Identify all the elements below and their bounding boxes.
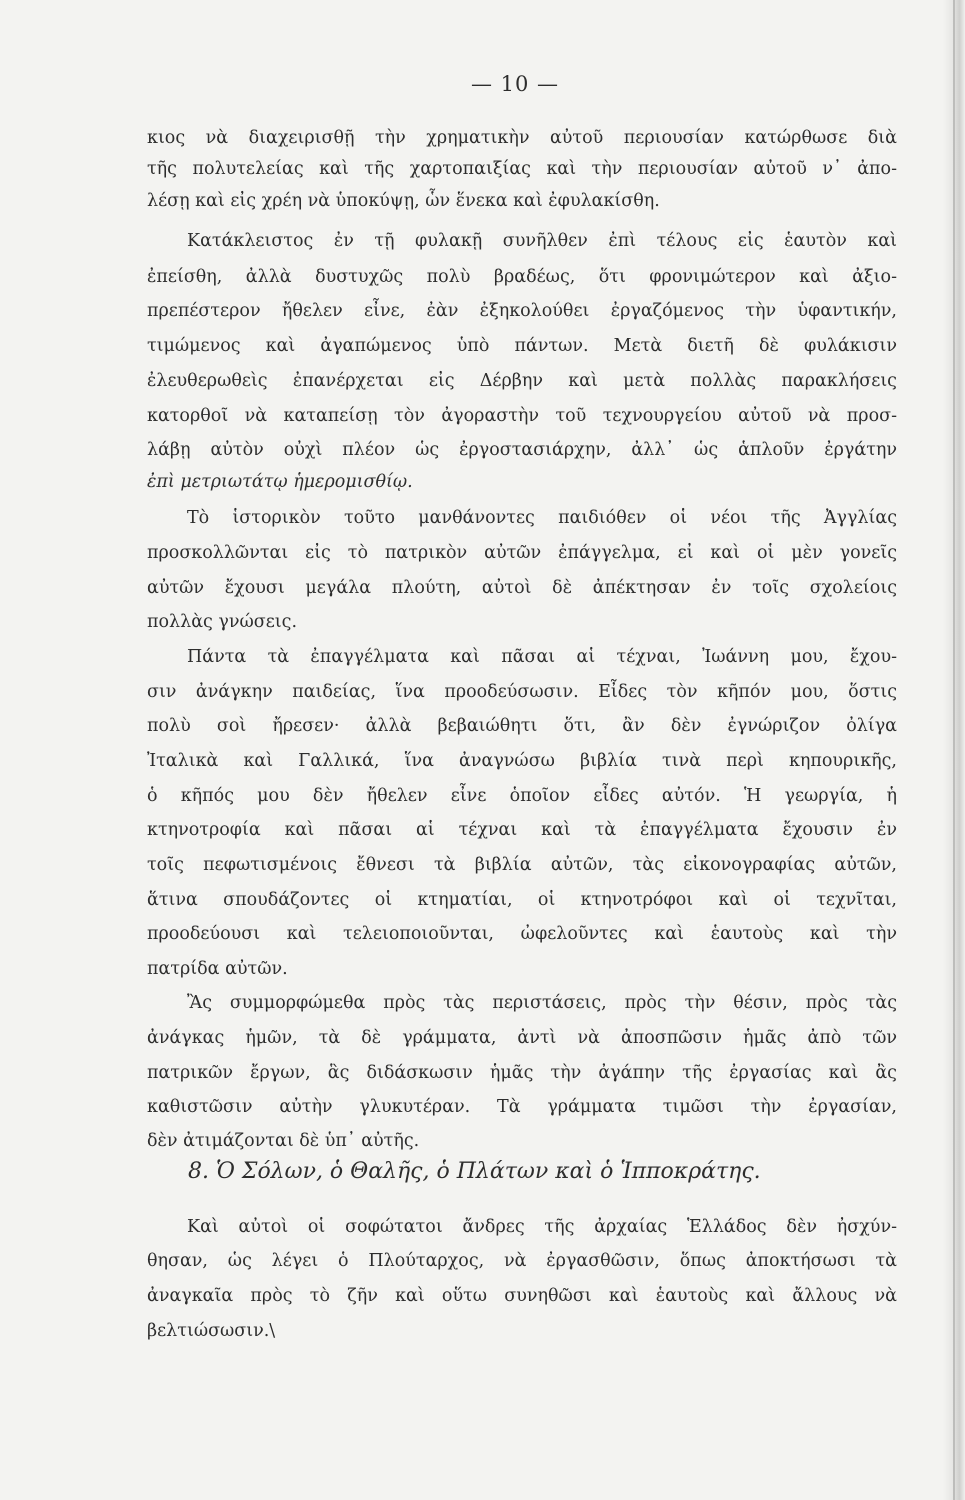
- text-line: Κατάκλειστος ἐν τῇ φυλακῇ συνῆλθεν ἐπὶ τέλους εἰς ἑαυτὸν καὶ: [187, 231, 897, 251]
- text-line: τοῖς πεφωτισμένοις ἔθνεσι τὰ βιβλία αὐτῶν, τὰς εἰκονογραφίας αὐτῶν,: [147, 855, 897, 875]
- text-line: Τὸ ἱστορικὸν τοῦτο μανθάνοντες παιδιόθεν οἱ νέοι τῆς Ἀγγλίας: [187, 508, 897, 528]
- text-line: βελτιώσωσιν.\: [147, 1321, 276, 1341]
- text-line: πατρικῶν ἔργων, ἃς διδάσκωσιν ἡμᾶς τὴν ἀγάπην τῆς ἐργασίας καὶ ἂς: [147, 1063, 897, 1083]
- text-line: δὲν ἀτιμάζονται δὲ ὑπ᾿ αὐτῆς.: [147, 1131, 420, 1151]
- text-line: ἀνάγκας ἡμῶν, τὰ δὲ γράμματα, ἀντὶ νὰ ἀποσπῶσιν ἡμᾶς ἀπὸ τῶν: [147, 1028, 897, 1048]
- text-line: σιν ἀνάγκην παιδείας, ἵνα προοδεύσωσιν. Εἶδες τὸν κῆπόν μου, ὅστις: [147, 682, 897, 702]
- text-line: λάβῃ αὐτὸν οὐχὶ πλέον ὡς ἐργοστασιάρχην, ἀλλ᾿ ὡς ἁπλοῦν ἐργάτην: [147, 440, 897, 460]
- text-line: Πάντα τὰ ἐπαγγέλματα καὶ πᾶσαι αἱ τέχναι, Ἰωάννη μου, ἔχου-: [187, 647, 897, 667]
- text-line: καθιστῶσιν αὐτὴν γλυκυτέραν. Τὰ γράμματα τιμῶσι τὴν ἐργασίαν,: [147, 1097, 897, 1117]
- text-line: κτηνοτροφία καὶ πᾶσαι αἱ τέχναι καὶ τὰ ἐπαγγέλματα ἔχουσιν ἐν: [147, 820, 897, 840]
- text-line: πολὺ σοὶ ἤρεσεν· ἀλλὰ βεβαιώθητι ὅτι, ἂν δὲν ἐγνώριζον ὀλίγα: [147, 716, 897, 736]
- text-line: κατορθοῖ νὰ καταπείσῃ τὸν ἀγοραστὴν τοῦ τεχνουργείου αὐτοῦ νὰ προσ-: [147, 406, 897, 426]
- text-line: πολλὰς γνώσεις.: [147, 612, 298, 632]
- text-line: τῆς πολυτελείας καὶ τῆς χαρτοπαιξίας καὶ τὴν περιουσίαν αὐτοῦ ν᾿ ἀπο-: [147, 159, 897, 179]
- text-line: Ἂς συμμορφώμεθα πρὸς τὰς περιστάσεις, πρὸς τὴν θέσιν, πρὸς τὰς: [187, 993, 897, 1013]
- text-line: προσκολλῶνται εἰς τὸ πατρικὸν αὐτῶν ἐπάγγελμα, εἰ καὶ οἱ μὲν γονεῖς: [147, 543, 897, 563]
- text-line: ἐπὶ μετριωτάτῳ ἡμερομισθίῳ.: [147, 472, 413, 492]
- text-line: λέσῃ καὶ εἰς χρέη νὰ ὑποκύψῃ, ὧν ἕνεκα καὶ ἐφυλακίσθη.: [147, 191, 660, 211]
- text-line: αὐτῶν ἔχουσι μεγάλα πλούτη, αὐτοὶ δὲ ἀπέκτησαν ἐν τοῖς σχολείοις: [147, 578, 897, 598]
- text-line: ὁ κῆπός μου δὲν ἤθελεν εἶνε ὁποῖον εἶδες αὐτόν. Ἡ γεωργία, ἡ: [147, 786, 897, 806]
- text-line: ἐπείσθη, ἀλλὰ δυστυχῶς πολὺ βραδέως, ὅτι φρονιμώτερον καὶ ἀξιο-: [147, 267, 897, 287]
- text-line: πατρίδα αὐτῶν.: [147, 959, 288, 979]
- section-heading: 8. Ὁ Σόλων, ὁ Θαλῆς, ὁ Πλάτων καὶ ὁ Ἱπποκράτης.: [188, 1159, 761, 1184]
- page-edge-line: [953, 0, 955, 1500]
- page-number: — 10 —: [470, 72, 560, 96]
- text-line: ἅτινα σπουδάζοντες οἱ κτηματίαι, οἱ κτηνοτρόφοι καὶ οἱ τεχνῖται,: [147, 890, 897, 910]
- text-line: κιος νὰ διαχειρισθῇ τὴν χρηματικὴν αὐτοῦ περιουσίαν κατώρθωσε διὰ: [147, 128, 897, 148]
- text-line: τιμώμενος καὶ ἀγαπώμενος ὑπὸ πάντων. Μετὰ διετῆ δὲ φυλάκισιν: [147, 336, 897, 356]
- text-line: προοδεύουσι καὶ τελειοποιοῦνται, ὠφελοῦντες καὶ ἑαυτοὺς καὶ τὴν: [147, 924, 897, 944]
- text-line: Ἰταλικὰ καὶ Γαλλικά, ἵνα ἀναγνώσω βιβλία τινὰ περὶ κηπουρικῆς,: [147, 751, 897, 771]
- text-line: πρεπέστερον ἤθελεν εἶνε, ἐὰν ἐξηκολούθει ἐργαζόμενος τὴν ὑφαντικήν,: [147, 301, 897, 321]
- text-line: θησαν, ὡς λέγει ὁ Πλούταρχος, νὰ ἐργασθῶσιν, ὅπως ἀποκτήσωσι τὰ: [147, 1251, 897, 1271]
- text-line: ἀναγκαῖα πρὸς τὸ ζῆν καὶ οὕτω συνηθῶσι καὶ ἑαυτοὺς καὶ ἄλλους νὰ: [147, 1286, 897, 1306]
- text-line: Καὶ αὐτοὶ οἱ σοφώτατοι ἄνδρες τῆς ἀρχαίας Ἑλλάδος δὲν ἠσχύν-: [187, 1217, 897, 1237]
- text-line: ἐλευθερωθεὶς ἐπανέρχεται εἰς Δέρβην καὶ μετὰ πολλὰς παρακλήσεις: [147, 371, 897, 391]
